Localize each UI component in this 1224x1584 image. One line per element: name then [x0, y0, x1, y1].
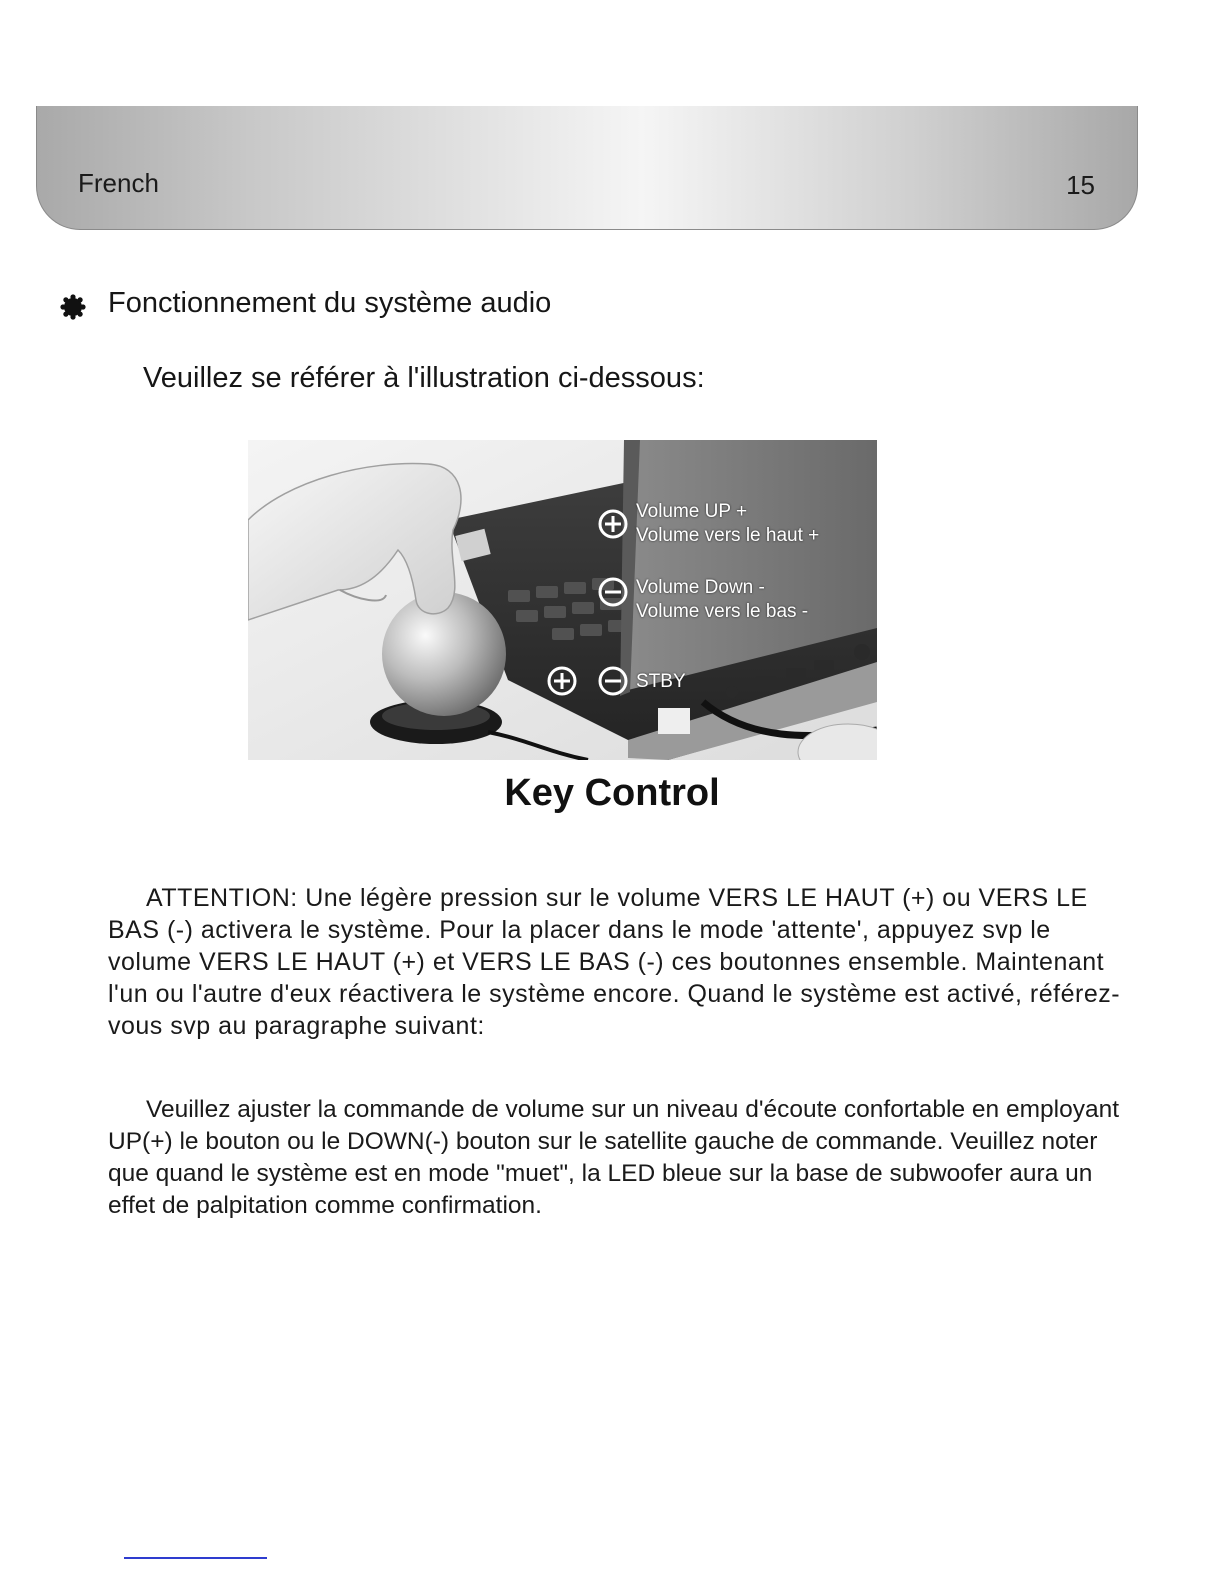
- bullet-icon: [60, 294, 86, 320]
- intro-text: Veuillez se référer à l'illustration ci-dessous:: [143, 362, 705, 394]
- volume-down-label-en: Volume Down -: [636, 577, 765, 598]
- header-language: French: [78, 168, 159, 198]
- standby-label: STBY: [636, 671, 686, 692]
- attention-paragraph: ATTENTION: Une légère pression sur le volume VERS LE HAUT (+) ou VERS LE BAS (-) activera le système. Pour la placer dans le mode 'attente', appuyez svp le volume VERS LE HAUT (+) et VERS LE BAS (-) ces boutonnes ensemble. Maintenant l'un ou l'autre d'eux réactivera le système encore. Quand le système est activé, référez-vous svp au paragraphe suivant:: [108, 884, 1121, 1040]
- minus-circle-icon: [597, 665, 629, 697]
- volume-adjust-paragraph: Veuillez ajuster la commande de volume sur un niveau d'écoute confortable en employant UP(+) le bouton ou le DOWN(-) bouton sur le satellite gauche de commande. Veuillez noter que quand le système est en mode "muet", la LED bleue sur la base de subwoofer aura un effet de palpitation comme confirmation.: [108, 1096, 1120, 1219]
- plus-circle-icon: [546, 665, 578, 697]
- page-number: 15: [1066, 170, 1095, 200]
- volume-up-callout: [636, 500, 819, 548]
- volume-down-callout: [636, 576, 808, 624]
- section-heading: Fonctionnement du système audio: [108, 287, 552, 319]
- volume-up-label-en: Volume UP +: [636, 501, 748, 522]
- page-header-band: [36, 106, 1138, 230]
- illustration-caption: Key Control: [504, 772, 720, 814]
- plus-circle-icon: [597, 508, 629, 540]
- minus-circle-icon: [597, 576, 629, 608]
- volume-up-label-fr: Volume vers le haut +: [636, 525, 820, 546]
- footer-rule: [124, 1557, 267, 1559]
- key-control-illustration: [248, 440, 877, 760]
- volume-down-label-fr: Volume vers le bas -: [636, 601, 809, 622]
